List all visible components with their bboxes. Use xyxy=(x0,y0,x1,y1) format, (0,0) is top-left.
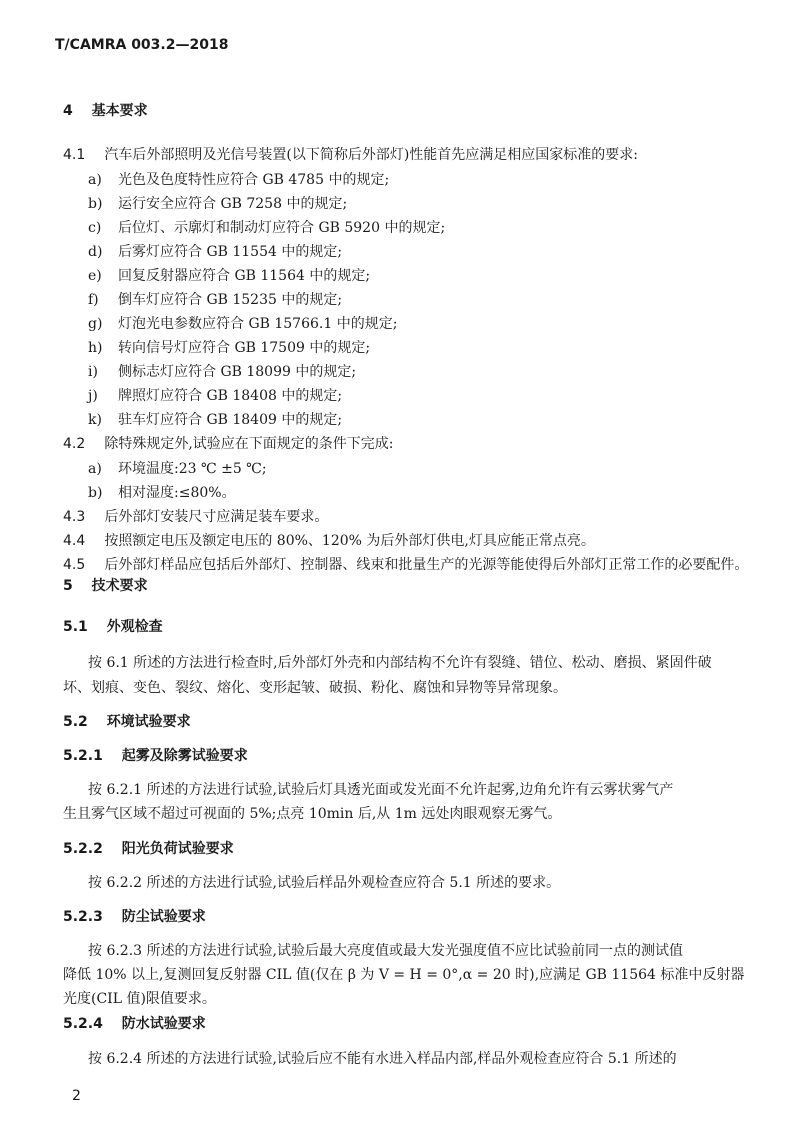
page-number: 2 xyxy=(72,1088,81,1104)
clause-4-1-number: 4.1 xyxy=(63,147,86,163)
list-item: f) 倒车灯应符合 GB 15235 中的规定; xyxy=(88,292,343,308)
clause-5-1-heading xyxy=(63,616,163,636)
clause-4-2-number: 4.2 xyxy=(63,436,86,452)
document-code: T/CAMRA 003.2—2018 xyxy=(55,37,229,53)
clause-4-5-text: 后外部灯样品应包括后外部灯、控制器、线束和批量生产的光源等能使得后外部灯正常工作的必要配件。 xyxy=(104,557,749,573)
clause-4-2-text: 除特殊规定外,试验应在下面规定的条件下完成: xyxy=(104,436,394,452)
paragraph-line: 按 6.2.2 所述的方法进行试验,试验后样品外观检查应符合 5.1 所述的要求。 xyxy=(88,875,561,891)
clause-4-3 xyxy=(63,506,328,526)
clause-5-2-number: 5.2 xyxy=(63,714,88,730)
clause-4-5 xyxy=(63,554,748,574)
clause-4-3-number: 4.3 xyxy=(63,509,86,525)
paragraph-line: 光度(CIL 值)限值要求。 xyxy=(63,991,216,1007)
clause-4-1-text: 汽车后外部照明及光信号装置(以下简称后外部灯)性能首先应满足相应国家标准的要求: xyxy=(104,147,638,163)
section-4-title: 基本要求 xyxy=(91,103,148,119)
clause-5-2-2-number: 5.2.2 xyxy=(63,841,103,857)
clause-4-5-number: 4.5 xyxy=(63,557,86,573)
clause-5-1-title: 外观检查 xyxy=(106,619,163,635)
clause-5-1-number: 5.1 xyxy=(63,619,88,635)
clause-4-2 xyxy=(63,433,394,453)
paragraph-line: 按 6.2.1 所述的方法进行试验,试验后灯具透光面或发光面不允许起雾,边角允许有云雾状雾气产 xyxy=(88,782,674,798)
clause-4-4 xyxy=(63,530,595,550)
list-item: i) 侧标志灯应符合 GB 18099 中的规定; xyxy=(88,364,357,380)
paragraph-line: 按 6.1 所述的方法进行检查时,后外部灯外壳和内部结构不允许有裂缝、错位、松动、磨损、紧固件破 xyxy=(88,655,712,671)
section-4-heading xyxy=(63,100,148,120)
clause-4-4-text: 按照额定电压及额定电压的 80%、120% 为后外部灯供电,灯具应能正常点亮。 xyxy=(104,533,595,549)
list-item: c) 后位灯、示廓灯和制动灯应符合 GB 5920 中的规定; xyxy=(88,220,446,236)
paragraph-line: 按 6.2.4 所述的方法进行试验,试验后应不能有水进入样品内部,样品外观检查应符合 5.1 所述的 xyxy=(88,1051,677,1067)
list-item: h) 转向信号灯应符合 GB 17509 中的规定; xyxy=(88,340,371,356)
section-4-number: 4 xyxy=(63,103,73,119)
clause-4-1 xyxy=(63,144,638,164)
clause-5-2-1-title: 起雾及除雾试验要求 xyxy=(121,748,248,764)
paragraph-line: 生且雾气区域不超过可视面的 5%;点亮 10min 后,从 1m 远处肉眼观察无雾气。 xyxy=(63,806,562,822)
clause-5-2-2-heading xyxy=(63,838,234,858)
clause-5-2-3-number: 5.2.3 xyxy=(63,909,103,925)
clause-5-2-3-heading xyxy=(63,906,206,926)
clause-5-2-4-number: 5.2.4 xyxy=(63,1016,103,1032)
section-5-title: 技术要求 xyxy=(91,578,148,594)
list-item: a) 光色及色度特性应符合 GB 4785 中的规定; xyxy=(88,172,390,188)
list-item: g) 灯泡光电参数应符合 GB 15766.1 中的规定; xyxy=(88,316,398,332)
list-item: a) 环境温度:23 ℃ ±5 ℃; xyxy=(88,461,267,477)
paragraph-line: 按 6.2.3 所述的方法进行试验,试验后最大亮度值或最大发光强度值不应比试验前同一点的测试值 xyxy=(88,943,683,959)
list-item: b) 运行安全应符合 GB 7258 中的规定; xyxy=(88,196,348,212)
clause-5-2-4-title: 防水试验要求 xyxy=(121,1016,206,1032)
clause-5-2-4-heading xyxy=(63,1013,206,1033)
paragraph-line: 坏、划痕、变色、裂纹、熔化、变形起皱、破损、粉化、腐蚀和异物等异常现象。 xyxy=(63,680,567,696)
clause-4-4-number: 4.4 xyxy=(63,533,86,549)
list-item: b) 相对湿度:≤80%。 xyxy=(88,485,236,501)
clause-5-2-2-title: 阳光负荷试验要求 xyxy=(121,841,234,857)
list-item: d) 后雾灯应符合 GB 11554 中的规定; xyxy=(88,244,343,260)
clause-5-2-1-heading xyxy=(63,745,248,765)
clause-5-2-1-number: 5.2.1 xyxy=(63,748,103,764)
clause-5-2-heading xyxy=(63,711,191,731)
clause-5-2-title: 环境试验要求 xyxy=(106,714,191,730)
section-5-number: 5 xyxy=(63,578,73,594)
paragraph-line: 降低 10% 以上,复测回复反射器 CIL 值(仅在 β 为 V = H = 0°,α = 20 时),应满足 GB 11564 标准中反射器 xyxy=(63,967,745,983)
list-item: k) 驻车灯应符合 GB 18409 中的规定; xyxy=(88,412,343,428)
list-item: e) 回复反射器应符合 GB 11564 中的规定; xyxy=(88,268,371,284)
section-5-heading xyxy=(63,575,148,595)
clause-4-3-text: 后外部灯安装尺寸应满足装车要求。 xyxy=(104,509,329,525)
list-item: j) 牌照灯应符合 GB 18408 中的规定; xyxy=(88,388,343,404)
clause-5-2-3-title: 防尘试验要求 xyxy=(121,909,206,925)
